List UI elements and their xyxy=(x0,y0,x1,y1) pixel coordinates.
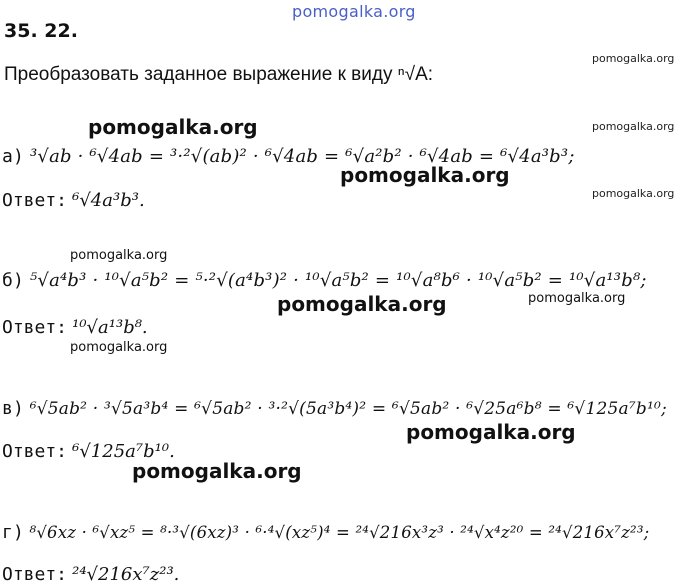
watermark: pomogalka.org xyxy=(340,163,510,187)
solution-expression: ³√ab · ⁶√4ab = ³·²√(ab)² · ⁶√4ab = ⁶√a²b² · ⁶√4ab = ⁶√4a³b³; xyxy=(30,146,575,167)
solution-expression: ⁶√5ab² · ³√5a³b⁴ = ⁶√5ab² · ³·²√(5a³b⁴)² = ⁶√5ab² · ⁶√25a⁶b⁸ = ⁶√125a⁷b¹⁰; xyxy=(29,399,667,419)
problem-number: 35. 22. xyxy=(4,20,78,42)
answer-line-d xyxy=(2,564,179,585)
answer-line-b xyxy=(2,317,148,338)
solution-line-a xyxy=(2,146,575,167)
solution-line-d xyxy=(2,522,649,543)
watermark: pomogalka.org xyxy=(70,340,168,355)
watermark: pomogalka.org xyxy=(592,187,675,200)
answer-line-a xyxy=(2,190,145,211)
solution-expression: ⁸√6xz · ⁶√xz⁵ = ⁸·³√(6xz)³ · ⁶·⁴√(xz⁵)⁴ = ²⁴√216x³z³ · ²⁴√x⁴z²⁰ = ²⁴√216x⁷z²³; xyxy=(29,523,650,542)
watermark: pomogalka.org xyxy=(132,459,302,483)
watermark: pomogalka.org xyxy=(88,115,258,139)
watermark: pomogalka.org xyxy=(70,248,168,263)
watermark: pomogalka.org xyxy=(277,292,447,316)
watermark: pomogalka.org xyxy=(592,120,675,133)
answer-value: ⁶√4a³b³. xyxy=(72,190,145,211)
solution-line-c xyxy=(2,398,667,419)
answer-label: Ответ: xyxy=(2,317,68,338)
watermark-top[interactable]: pomogalka.org xyxy=(292,2,416,21)
solution-line-b xyxy=(2,270,647,291)
watermark: pomogalka.org xyxy=(406,420,576,444)
watermark: pomogalka.org xyxy=(592,52,675,65)
task-statement: Преобразовать заданное выражение к виду ⁿ√A: xyxy=(4,64,434,85)
part-label: б) xyxy=(2,270,25,291)
part-label: а) xyxy=(2,146,25,167)
answer-line-c xyxy=(2,441,175,462)
part-label: г) xyxy=(2,522,25,543)
answer-label: Ответ: xyxy=(2,190,68,211)
part-label: в) xyxy=(2,398,25,419)
answer-value: ⁶√125a⁷b¹⁰. xyxy=(72,441,175,462)
answer-label: Ответ: xyxy=(2,441,68,462)
answer-label: Ответ: xyxy=(2,564,68,585)
watermark: pomogalka.org xyxy=(528,291,626,306)
answer-value: ¹⁰√a¹³b⁸. xyxy=(72,317,148,338)
solution-expression: ⁵√a⁴b³ · ¹⁰√a⁵b² = ⁵·²√(a⁴b³)² · ¹⁰√a⁵b² = ¹⁰√a⁸b⁶ · ¹⁰√a⁵b² = ¹⁰√a¹³b⁸; xyxy=(30,270,647,291)
answer-value: ²⁴√216x⁷z²³. xyxy=(72,564,180,585)
